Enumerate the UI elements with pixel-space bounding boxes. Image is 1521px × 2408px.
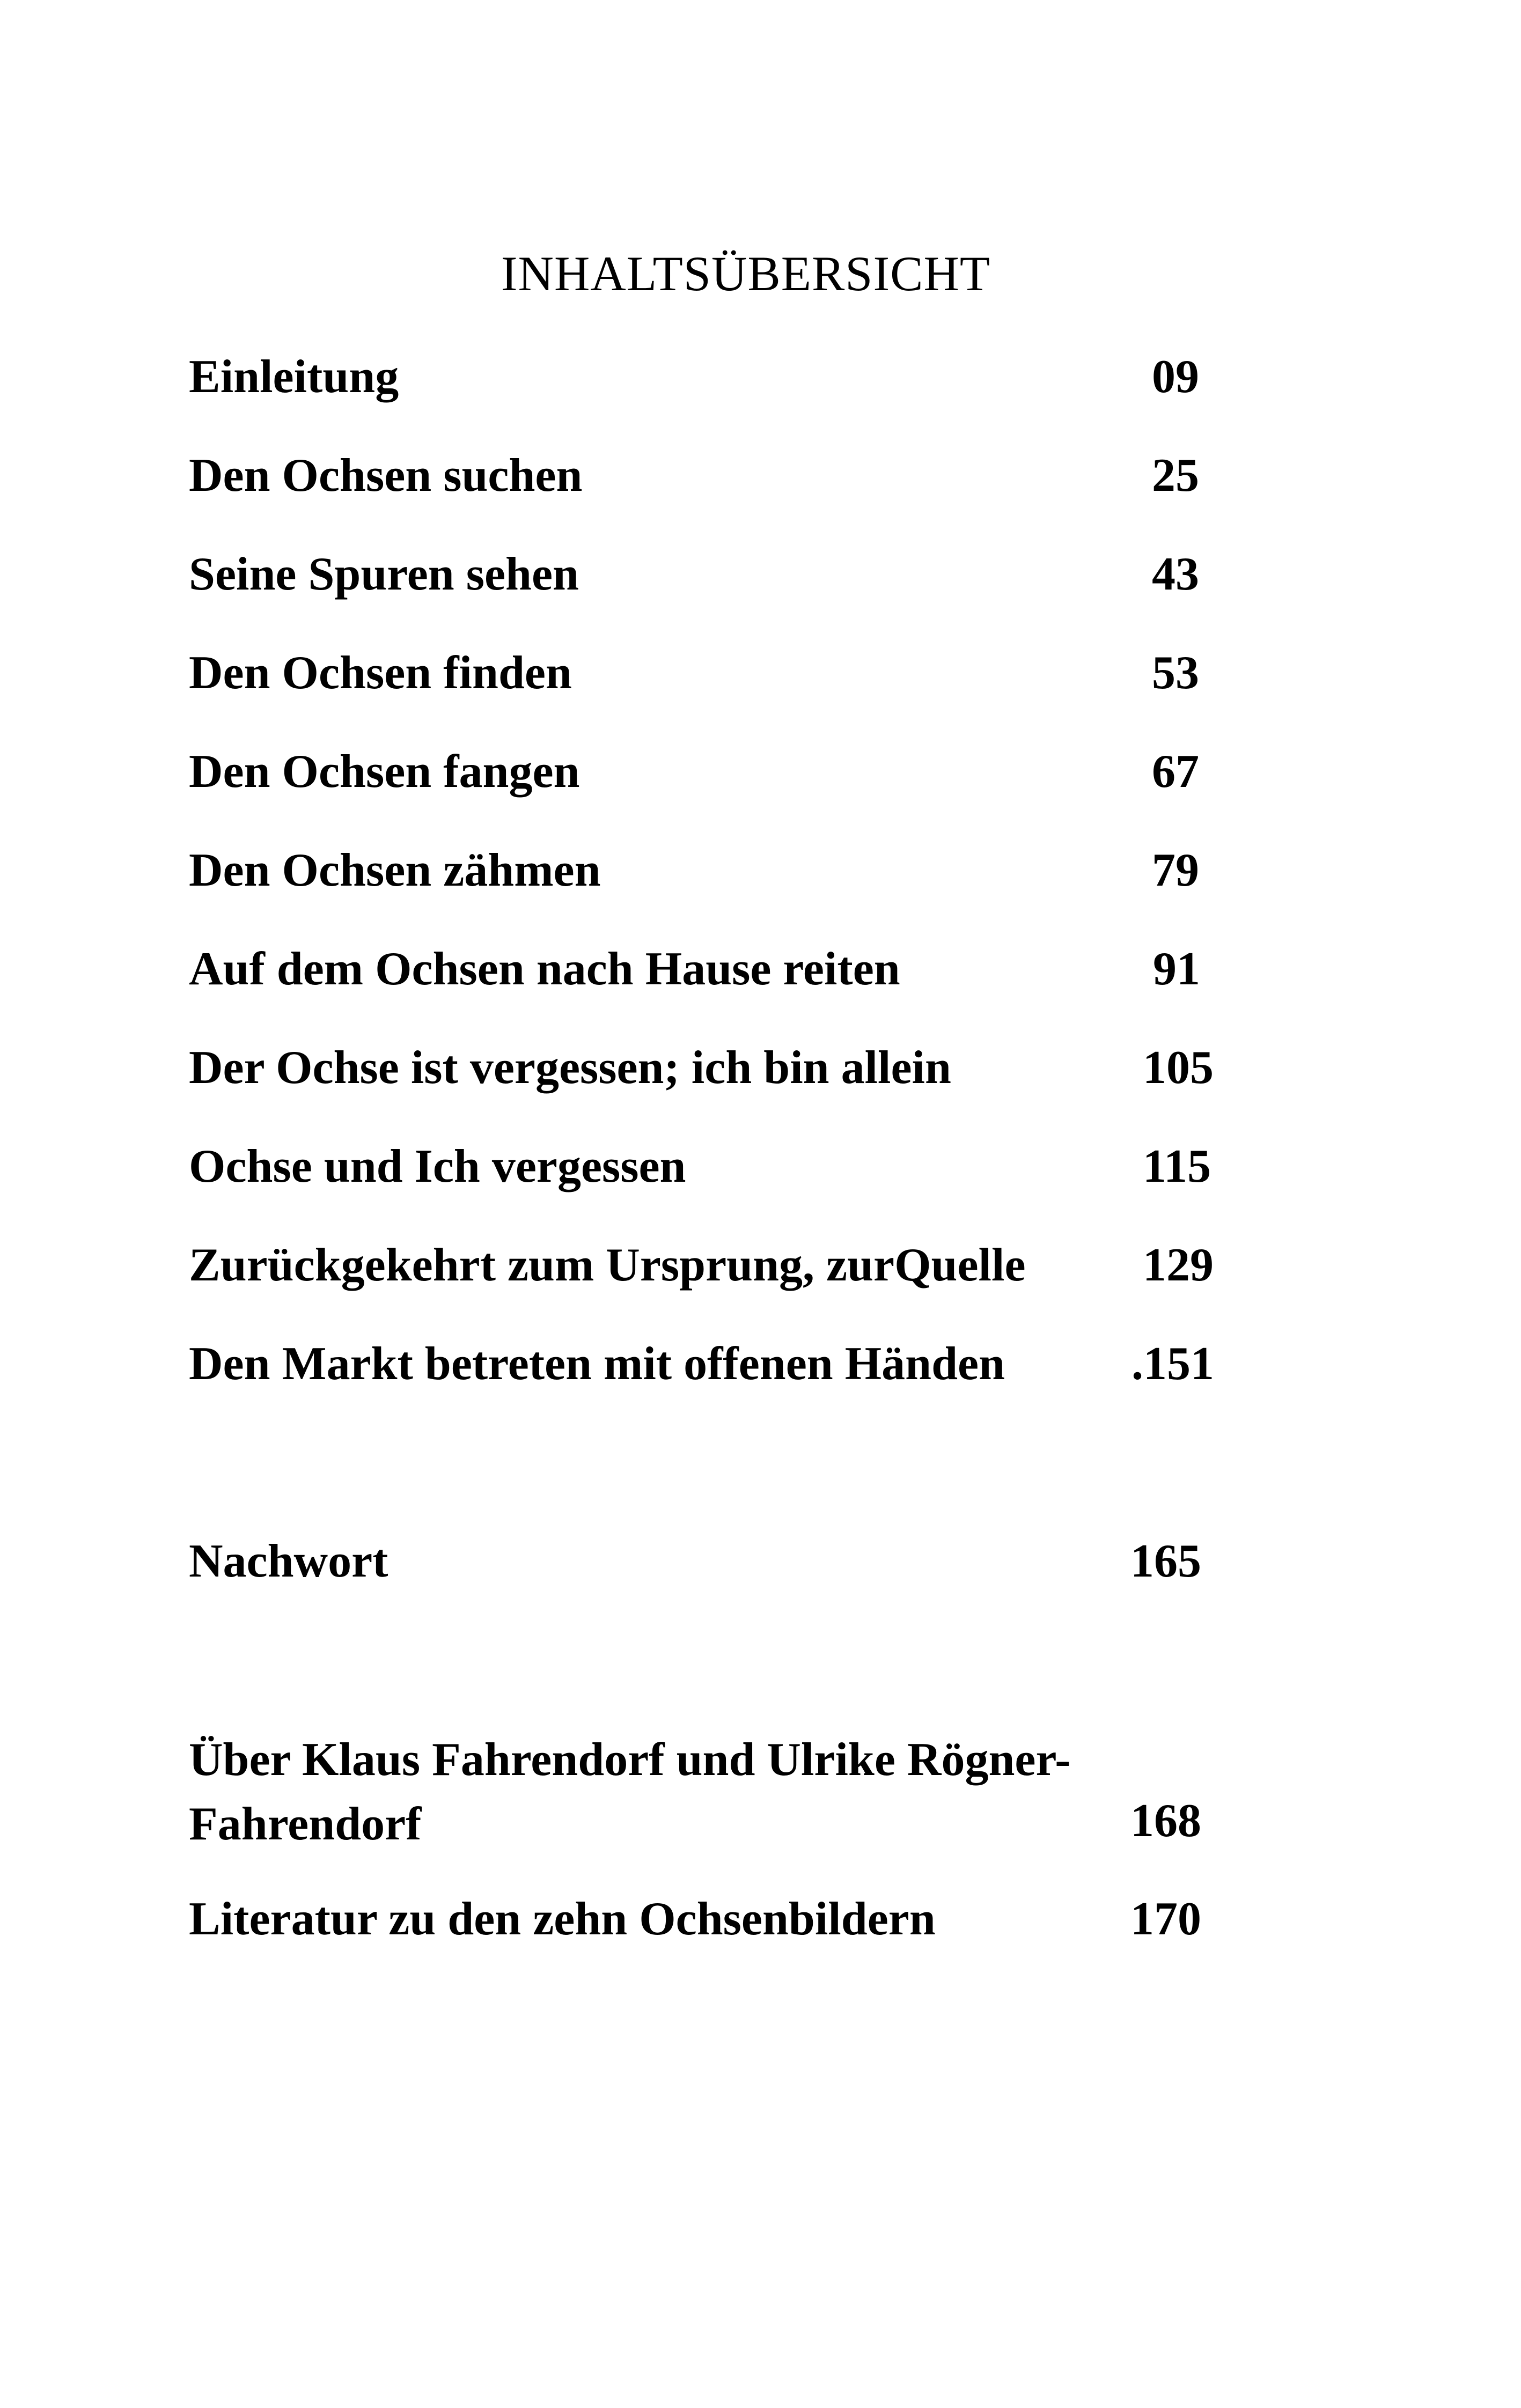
toc-entry-label: Den Markt betreten mit offenen Händen bbox=[189, 1338, 1005, 1390]
toc-entry-page: 129 bbox=[1143, 1239, 1214, 1291]
toc-entry-page: 79 bbox=[1152, 844, 1199, 896]
toc-entry-label: Zurückgekehrt zum Ursprung, zurQuelle bbox=[189, 1239, 1026, 1291]
toc-entry-page: 105 bbox=[1143, 1042, 1214, 1094]
toc-entry-page: 91 bbox=[1153, 943, 1200, 995]
toc-entry-label: Literatur zu den zehn Ochsenbildern bbox=[189, 1893, 936, 1945]
toc-entry-page: 43 bbox=[1152, 548, 1199, 600]
toc-entry-label: Den Ochsen zähmen bbox=[189, 844, 601, 896]
toc-entry-label: Seine Spuren sehen bbox=[189, 548, 579, 600]
toc-entry-label: Den Ochsen suchen bbox=[189, 450, 583, 502]
toc-entry-page: .151 bbox=[1131, 1338, 1214, 1390]
toc-title: INHALTSÜBERSICHT bbox=[501, 246, 991, 301]
toc-entry-page: 67 bbox=[1152, 746, 1199, 798]
toc-entry-label: Den Ochsen fangen bbox=[189, 746, 580, 798]
toc-entry-page: 170 bbox=[1130, 1893, 1201, 1945]
toc-entry-label: Auf dem Ochsen nach Hause reiten bbox=[189, 943, 900, 995]
toc-entry-page: 09 bbox=[1152, 351, 1199, 403]
toc-entry-page: 165 bbox=[1130, 1535, 1201, 1587]
toc-entry-page: 53 bbox=[1152, 647, 1199, 699]
toc-entry-page: 168 bbox=[1130, 1795, 1201, 1847]
toc-entry-label-line2: Fahrendorf bbox=[189, 1798, 422, 1850]
toc-entry-label: Nachwort bbox=[189, 1535, 388, 1587]
toc-entry-page: 115 bbox=[1143, 1140, 1211, 1192]
toc-entry-label: Der Ochse ist vergessen; ich bin allein bbox=[189, 1042, 951, 1094]
toc-entry-page: 25 bbox=[1152, 450, 1199, 502]
toc-entry-label: Den Ochsen finden bbox=[189, 647, 572, 699]
toc-entry-label: Einleitung bbox=[189, 351, 399, 403]
toc-entry-label-line1: Über Klaus Fahrendorf und Ulrike Rögner- bbox=[189, 1734, 1071, 1786]
toc-entry-label: Ochse und Ich vergessen bbox=[189, 1140, 686, 1192]
